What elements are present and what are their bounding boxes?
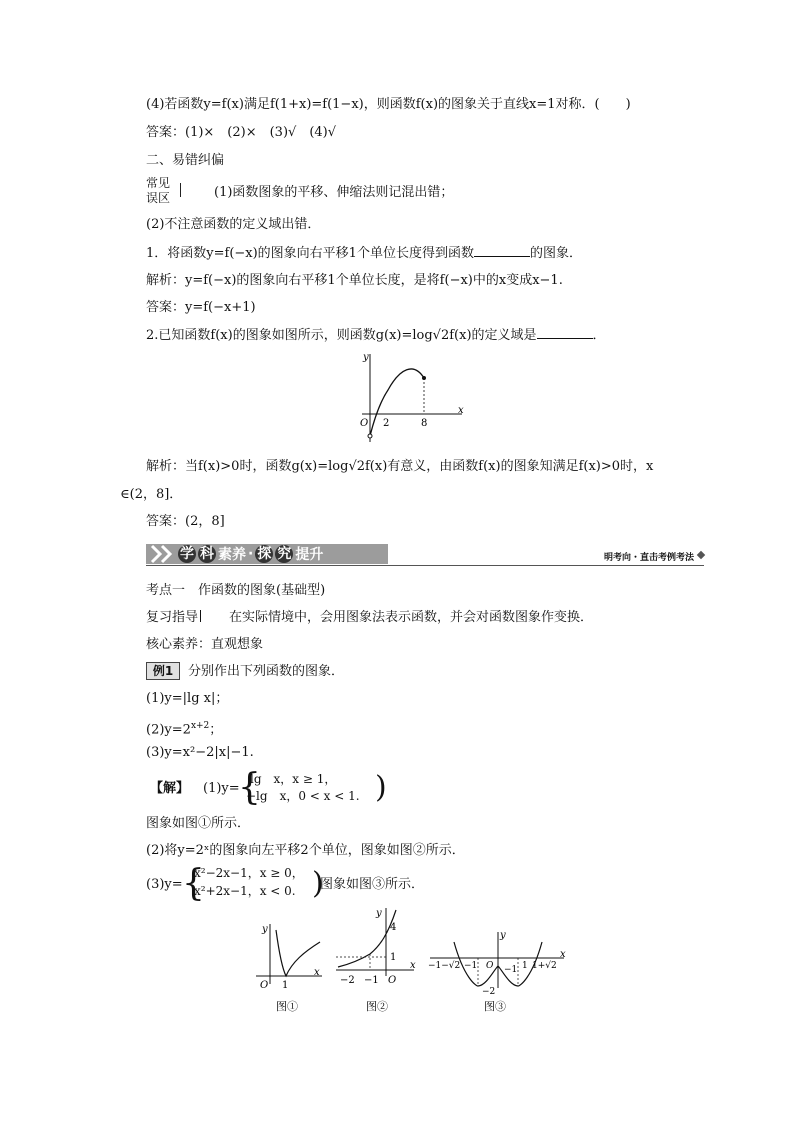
banner-char-2: 科 — [200, 546, 214, 562]
section-banner — [146, 542, 706, 568]
error-tag-bottom: 误区 — [146, 191, 171, 205]
banner-text-1: 素养 — [218, 547, 246, 563]
figure-3 — [428, 928, 572, 1018]
closed-endpoint — [422, 376, 426, 380]
problem-1 — [146, 244, 582, 263]
figure-f-graph — [352, 350, 472, 446]
fig-y-label: y — [363, 352, 369, 363]
answer-1: 答案：(1)× (2)× (3)√ (4)√ — [146, 125, 337, 140]
fig-tick-2: 2 — [383, 418, 390, 429]
figure-2 — [334, 906, 418, 1018]
fig3-x-label: x — [560, 949, 566, 960]
func-2-tail: ； — [209, 722, 223, 738]
fig3-tick-1: −1−√2 — [428, 961, 461, 971]
fig2-curve — [338, 910, 396, 967]
question-4: (4)若函数y=f(x)满足f(1+x)=f(1−x)，则函数f(x)的图象关于直线x=1对称．( ) — [146, 97, 631, 112]
error-item-1: (1)函数图象的平移、伸缩法则记混出错； — [214, 185, 454, 200]
fig1-caption: 图① — [276, 1000, 298, 1013]
solution-1-prefix: (1)y= — [203, 781, 240, 796]
problem-2-tail: ． — [592, 328, 606, 343]
fig3-caption: 图③ — [484, 1000, 506, 1013]
solution-2: (2)将y=2ˣ的图象向左平移2个单位，图象如图②所示． — [146, 843, 465, 858]
fig1-origin: O — [260, 980, 269, 991]
image-3-caption: 图象如图③所示． — [320, 877, 425, 892]
diamond-icon — [697, 551, 705, 559]
fig3-y-label: y — [500, 930, 506, 941]
section-title-errors: 二、易错纠偏 — [146, 153, 225, 168]
open-endpoint — [368, 434, 372, 438]
answer-blank-2 — [537, 326, 593, 339]
solution-3-prefix: (3)y= — [146, 877, 183, 892]
fig2-x-label: x — [410, 960, 416, 971]
banner-title — [178, 544, 323, 564]
fig-x-label: x — [458, 405, 464, 416]
example-text: 分别作出下列函数的图象． — [188, 664, 345, 679]
error-item-2: (2)不注意函数的定义域出错． — [146, 217, 321, 232]
func-2-base: (2)y=2 — [146, 722, 191, 738]
fig1-tick-1: 1 — [282, 980, 289, 991]
fig2-tick-1: 1 — [390, 952, 397, 963]
piecewise-3-a: x²−2x−1，x ≥ 0， — [194, 866, 304, 880]
func-2 — [146, 717, 222, 739]
review-guide — [146, 609, 593, 627]
banner-dot: · — [248, 546, 254, 562]
answer-blank-1 — [474, 244, 530, 257]
left-brace-3: { — [182, 863, 205, 904]
banner-text-2: 提升 — [295, 547, 324, 563]
fig3-tick-5: 1+√2 — [532, 961, 557, 971]
tag-divider — [180, 183, 181, 197]
fig1-y-label: y — [262, 924, 268, 935]
banner-right-text: 明考向・直击考例考法 — [603, 553, 694, 563]
func-1: (1)y=|lg x|； — [146, 691, 229, 706]
piecewise-1-a: lg x，x ≥ 1， — [250, 772, 337, 786]
fig3-origin: O — [486, 961, 494, 971]
func-2-exponent: x+2 — [190, 721, 210, 731]
fig1-x-label: x — [314, 967, 320, 978]
fig2-origin: O — [388, 975, 397, 986]
kaodian-title: 考点一 作函数的图象(基础型) — [146, 583, 326, 598]
left-brace-1: { — [238, 767, 261, 808]
problem-1-text: 1．将函数y=f(−x)的图象向右平移1个单位长度得到函数 — [146, 246, 474, 261]
problem-1-answer: 答案：y=f(−x+1) — [146, 300, 256, 315]
error-tag-top: 常见 — [146, 176, 171, 190]
chevron-double-icon — [148, 544, 178, 564]
piecewise-3-b: x²+2x−1，x < 0. — [194, 884, 296, 898]
f-curve — [370, 369, 424, 436]
example-tag: 例1 — [146, 662, 180, 680]
guide-divider — [200, 610, 201, 622]
fig2-tick-m2: −2 — [340, 975, 355, 986]
right-paren-1: ) — [375, 770, 387, 805]
fig2-tick-4: 4 — [390, 922, 397, 933]
figure-1 — [252, 918, 326, 1018]
piecewise-1-b: −lg x，0 < x < 1. — [246, 789, 360, 803]
fig2-y-label: y — [376, 908, 382, 919]
problem-1-tail: 的图象． — [529, 246, 582, 261]
banner-underline — [146, 565, 704, 566]
fig3-tick-2: −1 — [464, 961, 478, 971]
banner-char-3: 探 — [257, 546, 272, 562]
problem-2 — [146, 326, 606, 345]
fig3-tick-3: −1 — [504, 965, 518, 975]
func-3: (3)y=x²−2|x|−1. — [146, 745, 254, 760]
guide-text: 在实际情境中，会用图象法表示函数，并会对函数图象作变换． — [229, 610, 594, 625]
fig-origin: O — [360, 418, 369, 429]
fig3-tick-6: −2 — [482, 987, 496, 997]
problem-2-solution-cont: ∈(2，8]． — [120, 487, 183, 502]
problem-2-text: 2.已知函数f(x)的图象如图所示，则函数g(x)=log√2f(x)的定义域是 — [146, 328, 537, 343]
problem-2-solution: 解析：当f(x)>0时，函数g(x)=log√2f(x)有意义，由函数f(x)的图象知满足f(x)>0时，x — [146, 459, 654, 474]
right-paren-3: ) — [312, 866, 324, 901]
solution-tag: 【解】 — [150, 781, 190, 796]
banner-char-1: 学 — [180, 546, 194, 562]
fig2-tick-m1: −1 — [364, 975, 379, 986]
fig-tick-8: 8 — [421, 418, 428, 429]
banner-char-4: 究 — [277, 546, 292, 562]
image-1-caption: 图象如图①所示． — [146, 816, 251, 831]
core-literacy: 核心素养：直观想象 — [146, 637, 264, 652]
guide-label: 复习指导 — [146, 610, 199, 625]
problem-1-solution: 解析：y=f(−x)的图象向右平移1个单位长度，是将f(−x)中的x变成x−1. — [146, 273, 563, 288]
fig3-tick-4: 1 — [522, 961, 528, 971]
problem-2-answer: 答案：(2，8] — [146, 514, 225, 529]
fig2-caption: 图② — [366, 1000, 388, 1013]
